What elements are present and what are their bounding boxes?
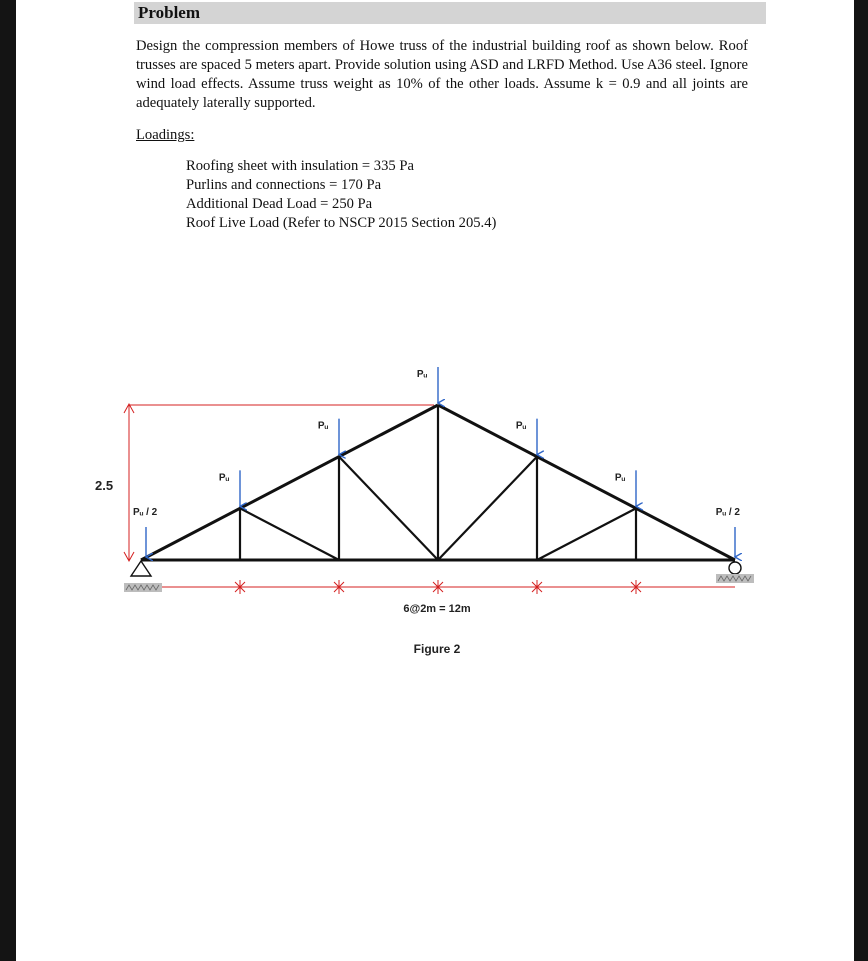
roller-support xyxy=(716,562,754,583)
load-label: Pᵤ xyxy=(416,369,428,380)
pin-support-ground xyxy=(124,583,162,592)
height-label: 2.5 xyxy=(95,478,114,493)
loadings-heading: Loadings: xyxy=(136,127,195,143)
diagonal-member xyxy=(438,457,537,560)
load-item: Additional Dead Load = 250 Pa xyxy=(186,196,373,212)
load-label: Pᵤ / 2 xyxy=(715,507,740,518)
load-item: Roofing sheet with insulation = 335 Pa xyxy=(186,158,414,174)
diagonal-member xyxy=(537,508,636,560)
diagonal-member xyxy=(339,457,438,560)
span-label: 6@2m = 12m xyxy=(403,603,471,615)
pin-support-triangle xyxy=(131,561,151,576)
panel-loads xyxy=(133,367,740,557)
load-item: Roof Live Load (Refer to NSCP 2015 Section 205.4) xyxy=(186,215,497,231)
diagonal-member xyxy=(240,508,339,560)
load-label: Pᵤ xyxy=(515,420,527,432)
load-item: Purlins and connections = 170 Pa xyxy=(186,177,382,193)
roller-support-ground xyxy=(716,574,754,583)
problem-statement: Design the compression members of Howe truss of the industrial building roof as shown below. Roof trusses are spaced 5 meters apart. Provide solution using ASD and LRFD Method. Use A36 steel. Ignore wind load effects. Assume truss weight as 10% of the other loads. Assume k = 0.9 and all joints are adequately laterally supported. xyxy=(136,38,748,111)
load-label: Pᵤ xyxy=(317,420,329,432)
truss-members xyxy=(141,405,735,560)
top-chord-left xyxy=(141,405,438,560)
problem-heading: Problem xyxy=(138,3,201,22)
roller-support-wheel xyxy=(729,562,741,574)
figure-caption: Figure 2 xyxy=(413,642,461,656)
top-chord-right xyxy=(438,405,735,560)
load-label: Pᵤ xyxy=(614,472,626,484)
load-label: Pᵤ / 2 xyxy=(133,507,158,518)
load-label: Pᵤ xyxy=(218,472,230,484)
span-dimension xyxy=(140,580,735,615)
pin-support xyxy=(124,561,162,592)
